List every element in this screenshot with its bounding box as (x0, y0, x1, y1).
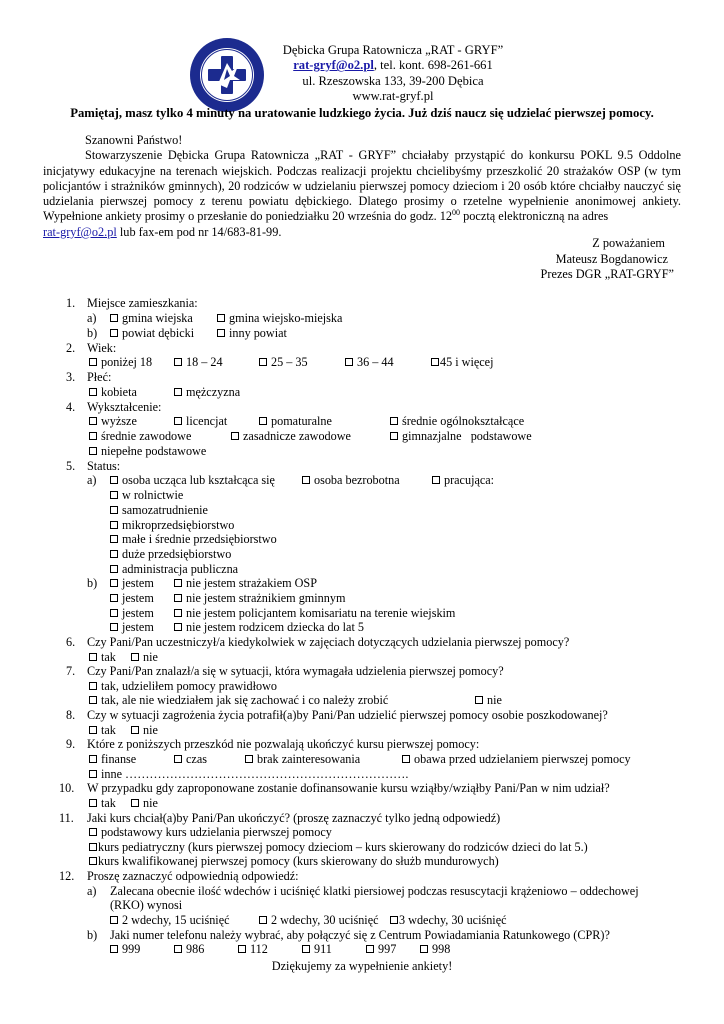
yes-option[interactable]: tak (89, 796, 116, 811)
letterhead-text (188, 43, 598, 104)
phone-option[interactable]: 911 (302, 942, 332, 957)
letter-greeting: Szanowni Państwo! (85, 133, 183, 147)
checkbox-icon (110, 579, 118, 587)
checkbox-icon (432, 476, 440, 484)
checkbox-icon (89, 417, 97, 425)
education-option[interactable]: zasadnicze zawodowe (231, 429, 351, 444)
checkbox-icon (89, 857, 97, 865)
checkbox-icon (89, 770, 97, 778)
closing: Z poważaniem (592, 236, 665, 250)
age-option[interactable]: 45 i więcej (431, 355, 493, 370)
cpr-option[interactable]: 2 wdechy, 30 uciśnięć (259, 913, 379, 928)
checkbox-icon (390, 432, 398, 440)
signer-name: Mateusz Bogdanowicz (555, 251, 668, 266)
gender-option[interactable]: kobieta (89, 385, 137, 400)
address: ul. Rzeszowska 133, 39-200 Dębica (302, 73, 484, 88)
checkbox-icon (89, 828, 97, 836)
checkbox-icon (89, 388, 97, 396)
website: www.rat-gryf.pl (352, 88, 434, 103)
education-option[interactable]: niepełne podstawowe (89, 444, 206, 459)
signature-block (0, 236, 674, 283)
checkbox-icon (238, 945, 246, 953)
yes-option[interactable]: tak (89, 650, 116, 665)
yes-option[interactable]: jestem (110, 620, 154, 635)
checkbox-icon (89, 432, 97, 440)
contact-line (188, 58, 598, 73)
org-name: Dębicka Grupa Ratownicza „RAT - GRYF” (282, 43, 504, 57)
gender-option[interactable]: mężczyzna (174, 385, 240, 400)
checkbox-icon (174, 388, 182, 396)
no-option[interactable]: nie (131, 723, 158, 738)
checkbox-icon (89, 755, 97, 763)
checkbox-icon (174, 579, 182, 587)
checkbox-icon (431, 358, 439, 366)
email-link[interactable]: rat-gryf@o2.pl (293, 58, 374, 73)
checkbox-icon (89, 843, 97, 851)
checkbox-icon (110, 916, 118, 924)
obstacle-option[interactable]: finanse (89, 752, 136, 767)
checkbox-icon (110, 565, 118, 573)
yes-option[interactable]: tak (89, 723, 116, 738)
checkbox-icon (402, 755, 410, 763)
yes-option[interactable]: jestem (110, 606, 154, 621)
checkbox-icon (89, 358, 97, 366)
checkbox-icon (89, 696, 97, 704)
time-superscript: 00 (452, 208, 461, 218)
education-option[interactable]: średnie zawodowe (89, 429, 191, 444)
checkbox-icon (174, 609, 182, 617)
education-option[interactable]: średnie ogólnokształcące (390, 414, 524, 429)
cover-letter (43, 133, 681, 240)
survey-page: Dębicka Grupa Ratownicza „RAT - GRYF” rat-gryf@o2.pl, tel. kont. 698-261-661 ul. Rzeszowska 133, 39-200 Dębica www.rat-gryf.pl Pamiętaj, masz tylko 4 minuty na uratowanie ludzkiego życia. Już dziś naucz się udzielać pierwszej pomocy. Szanowni Państwo! Stowarzyszenie Dębicka Grupa Ratownicza „RAT - GRYF” chciałaby przystąpić do konkursu POKL 9.5 Oddolne inicjatywy edukacyjne na terenach wiejskich. Podczas realizacji projektu chcielibyśmy przeszkolić 20 strażaków OSP (w tym policjantów i strażników gminnych), 20 rodziców w udzielaniu pierwszej pomocy dzieciom i 20 osób które chciałby nauczyć się udzielania pierwszej pomocy z terenu powiatu dębickiego. Dlatego prosimy o rzetelne wypełnienie anonimowej ankiety. Wypełnione ankiety prosimy o przesłanie do poniedziałku 20 września do godz. $12^{00}$ pocztą elektroniczną na adres rat-gryf@o2.pl lub fax-em pod nr 14/683-81-99. Z poważaniem Mateusz Bogdanowicz Prezes DGR „RAT-GRYF” 1. Miejsce zamieszkania: a) gmina wiejska gmina wiejsko-miejska b) powiat dębicki inny powiat 2. Wiek: poniżej 18 18 – 24 25 – 35 36 – 44 45 i więcej 3. Płeć: kobieta mężczyzna 4. Wykształcenie: wyższe licencjat pomaturalne średnie ogólnokształcące średnie zawodowe zasadnicze zawodowe gimnazjalne podstawowe niepełne podstawowe 5. Status: a) osoba ucząca lub kształcąca się osoba bezrobotna pracująca: w rolnictwie samozatrudnienie mikroprzedsiębiorstwo małe i średnie przedsiębiorstwo duże przedsiębiorstwo administracja publiczna b) jestem nie jestem strażakiem OSP jestem nie jestem strażnikiem gminnym jestem nie jestem policjantem komisariatu na terenie wiejskim jestem nie jestem rodzicem dziecka do lat 5 6. Czy Pani/Pan uczestniczył/a kiedykolwiek w zajęciach dotyczących udzielania pierwszej pomocy? tak nie 7. Czy Pani/Pan znalazł/a się w sytuacji, która wymagała udzielenia pierwszej pomocy? tak, udzieliłem pomocy prawidłowo tak, ale nie wiedziałem jak się zachować i co należy zrobić nie 8. Czy w sytuacji zagrożenia życia potrafił(a)by Pani/Pan udzielić pierwszej pomocy osobie poszkodowanej? tak nie 9. Które z poniższych przeszkód nie pozwalają ukończyć kursu pierwszej pomocy: finanse czas brak zainteresowania obawa przed udzielaniem pierwszej pomocy inne ……………………………………………………………. 10. W przypadku gdy zaproponowane zostanie dofinansowanie kursu wziąłby/wziąłby Pani/Pan w nim udział? tak nie 11. Jaki kurs chciał(a)by Pani/Pan ukończyć? (proszę zaznaczyć tylko jedną odpowiedź) podstawowy kurs udzielania pierwszej pomocy kurs pediatryczny (kurs pierwszej pomocy dzieciom – kurs skierowany do rodziców dzieci do lat 5.) kurs kwalifikowanej pierwszej pomocy (kurs skierowany do służb mundurowych) 12. Proszę zaznaczyć odpowiednią odpowiedź: a) Zalecana obecnie ilość wdechów i uciśnięć klatki piersiowej podczas resuscytacji krążeniowo – oddechowej (RKO) wynosi 2 wdechy, 15 uciśnięć 2 wdechy, 30 uciśnięć 3 wdechy, 30 uciśnięć b) Jaki numer telefonu należy wybrać, aby połączyć się z Centrum Powiadamiania Ratunkowego (CPR)? 999 986 112 911 997 998 Dziękujemy za wypełnienie ankiety! (0, 0, 724, 1024)
checkbox-icon (89, 799, 97, 807)
checkbox-icon (174, 755, 182, 763)
status-option[interactable]: osoba bezrobotna (302, 473, 400, 488)
obstacle-option[interactable]: czas (174, 752, 207, 767)
checkbox-icon (110, 329, 118, 337)
education-option[interactable]: wyższe (89, 414, 137, 429)
phone-option[interactable]: 999 (110, 942, 140, 957)
checkbox-icon (174, 417, 182, 425)
education-option[interactable]: pomaturalne (259, 414, 332, 429)
signer-title: Prezes DGR „RAT-GRYF” (540, 267, 674, 281)
checkbox-icon (110, 476, 118, 484)
checkbox-icon (345, 358, 353, 366)
letterhead (188, 36, 724, 106)
phone-option[interactable]: 986 (174, 942, 204, 957)
checkbox-icon (390, 916, 398, 924)
phone-option[interactable]: 998 (420, 942, 450, 957)
education-option[interactable]: licencjat (174, 414, 227, 429)
education-option[interactable]: gimnazjalne podstawowe (390, 429, 532, 444)
checkbox-icon (110, 521, 118, 529)
checkbox-icon (89, 682, 97, 690)
status-option[interactable]: pracująca: (432, 473, 494, 488)
checkbox-icon (174, 594, 182, 602)
checkbox-icon (217, 329, 225, 337)
checkbox-icon (302, 945, 310, 953)
phone: , tel. kont. 698-261-661 (373, 58, 493, 73)
option-gmina-wiejska[interactable]: gmina wiejska (110, 311, 193, 326)
option-inny-powiat[interactable]: inny powiat (217, 326, 287, 341)
no-option[interactable]: nie (131, 650, 158, 665)
no-option[interactable]: nie (475, 693, 502, 708)
option-gmina-wiejsko-miejska[interactable]: gmina wiejsko-miejska (217, 311, 342, 326)
phone-option[interactable]: 997 (366, 942, 396, 957)
checkbox-icon (110, 491, 118, 499)
yes-option[interactable]: jestem (110, 576, 154, 591)
checkbox-icon (110, 314, 118, 322)
checkbox-icon (89, 726, 97, 734)
checkbox-icon (174, 358, 182, 366)
checkbox-icon (110, 506, 118, 514)
checkbox-icon (110, 594, 118, 602)
no-option[interactable]: nie jestem strażnikiem gminnym (174, 591, 345, 606)
checkbox-icon (259, 358, 267, 366)
obstacle-option[interactable]: brak zainteresowania (245, 752, 360, 767)
checkbox-icon (302, 476, 310, 484)
checkbox-icon (174, 623, 182, 631)
cpr-option[interactable]: 2 wdechy, 15 uciśnięć (110, 913, 230, 928)
checkbox-icon (245, 755, 253, 763)
obstacle-option[interactable]: obawa przed udzielaniem pierwszej pomocy (402, 752, 631, 767)
checkbox-icon (475, 696, 483, 704)
option-powiat-debicki[interactable]: powiat dębicki (110, 326, 194, 341)
checkbox-icon (89, 447, 97, 455)
option-tak-ale[interactable]: tak, ale nie wiedziałem jak się zachować i co należy zrobić (89, 693, 388, 708)
checkbox-icon (110, 550, 118, 558)
no-option[interactable]: nie jestem policjantem komisariatu na terenie wiejskim (174, 606, 455, 621)
slogan: Pamiętaj, masz tylko 4 minuty na uratowanie ludzkiego życia. Już dziś naucz się udzielać pierwszej pomocy. (70, 106, 654, 120)
checkbox-icon (420, 945, 428, 953)
email-link-letter[interactable]: rat-gryf@o2.pl (43, 224, 117, 239)
no-option[interactable]: nie jestem strażakiem OSP (174, 576, 317, 591)
letter-body: Stowarzyszenie Dębicka Grupa Ratownicza „RAT - GRYF” chciałaby przystąpić do konkursu POKL 9.5 Oddolne inicjatywy edukacyjne na terenach wiejskich. Podczas realizacji projektu chcielibyśmy przeszkolić 20 strażaków OSP (w tym policjantów i strażników gminnych), 20 rodziców w udzielaniu pierwszej pomocy dzieciom i 20 osób które chciałby nauczyć się udzielania pierwszej pomocy z terenu powiatu dębickiego. Dlatego prosimy o rzetelne wypełnienie anonimowej ankiety. Wypełnione ankiety prosimy o przesłanie do poniedziałku 20 września do godz. $12^{00}$ pocztą elektroniczną na adres rat-gryf@o2.pl lub fax-em pod nr 14/683-81-99. (43, 148, 681, 239)
thank-you-note: Dziękujemy za wypełnienie ankiety! (271, 959, 453, 973)
checkbox-icon (110, 945, 118, 953)
checkbox-icon (217, 314, 225, 322)
checkbox-icon (259, 916, 267, 924)
checkbox-icon (131, 726, 139, 734)
checkbox-icon (366, 945, 374, 953)
checkbox-icon (231, 432, 239, 440)
checkbox-icon (131, 653, 139, 661)
checkbox-icon (259, 417, 267, 425)
cpr-option[interactable]: 3 wdechy, 30 uciśnięć (390, 913, 507, 928)
checkbox-icon (110, 623, 118, 631)
checkbox-icon (89, 653, 97, 661)
age-option[interactable]: 25 – 35 (259, 355, 308, 370)
status-option[interactable]: osoba ucząca lub kształcąca się (110, 473, 275, 488)
checkbox-icon (174, 945, 182, 953)
checkbox-icon (110, 535, 118, 543)
age-option[interactable]: 36 – 44 (345, 355, 394, 370)
checkbox-icon (390, 417, 398, 425)
no-option[interactable]: nie (131, 796, 158, 811)
checkbox-icon (110, 609, 118, 617)
age-option[interactable]: poniżej 18 (89, 355, 152, 370)
no-option[interactable]: nie jestem rodzicem dziecka do lat 5 (174, 620, 364, 635)
yes-option[interactable]: jestem (110, 591, 154, 606)
checkbox-icon (131, 799, 139, 807)
age-option[interactable]: 18 – 24 (174, 355, 223, 370)
phone-option[interactable]: 112 (238, 942, 268, 957)
